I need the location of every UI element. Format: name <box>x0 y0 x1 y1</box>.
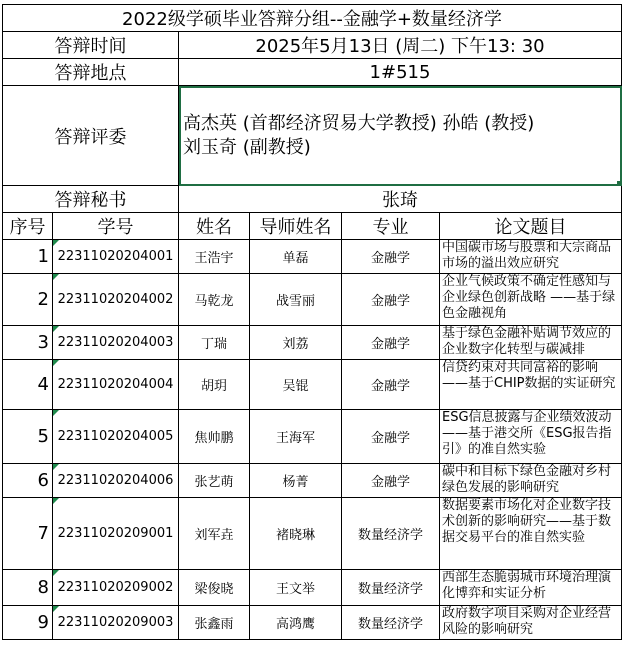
committee-line-1: 高杰英 (首都经济贸易大学教授) 孙皓 (教授) <box>183 112 535 134</box>
place-value[interactable]: 1#515 <box>179 59 622 86</box>
sheet-title[interactable]: 2022级学硕毕业答辩分组--金融学+数量经济学 <box>3 5 622 32</box>
cell-name[interactable]: 张艺萌 <box>179 464 250 498</box>
header-thesis[interactable]: 论文题目 <box>440 213 622 240</box>
time-row <box>3 32 622 59</box>
committee-row <box>3 86 622 186</box>
cell-student-id[interactable]: 22311020209002 <box>53 570 179 606</box>
header-name[interactable]: 姓名 <box>179 213 250 240</box>
cell-major[interactable]: 数量经济学 <box>342 606 440 640</box>
table-row <box>3 326 622 360</box>
place-label[interactable]: 答辩地点 <box>3 59 179 86</box>
table-row <box>3 606 622 640</box>
cell-thesis[interactable]: 数据要素市场化对企业数字技术创新的影响研究——基于数据交易平台的准自然实验 <box>440 498 622 570</box>
cell-name[interactable]: 胡玥 <box>179 360 250 410</box>
table-row <box>3 240 622 274</box>
secretary-row <box>3 186 622 213</box>
cell-advisor[interactable]: 褚晓琳 <box>250 498 342 570</box>
table-row <box>3 498 622 570</box>
cell-thesis[interactable]: 企业气候政策不确定性感知与企业绿色创新战略 ——基于绿色金融视角 <box>440 274 622 326</box>
cell-student-id[interactable]: 22311020204003 <box>53 326 179 360</box>
cell-name[interactable]: 刘军垚 <box>179 498 250 570</box>
header-no[interactable]: 序号 <box>3 213 53 240</box>
cell-thesis[interactable]: 中国碳市场与股票和大宗商品市场的溢出效应研究 <box>440 240 622 274</box>
cell-major[interactable]: 金融学 <box>342 326 440 360</box>
table-row <box>3 570 622 606</box>
title-row <box>3 5 622 32</box>
cell-thesis[interactable]: 信贷约束对共同富裕的影响——基于CHIP数据的实证研究 <box>440 360 622 410</box>
cell-student-id[interactable]: 22311020204002 <box>53 274 179 326</box>
cell-name[interactable]: 梁俊晓 <box>179 570 250 606</box>
cell-advisor[interactable]: 单磊 <box>250 240 342 274</box>
cell-thesis[interactable]: 政府数字项目采购对企业经营风险的影响研究 <box>440 606 622 640</box>
table-row <box>3 360 622 410</box>
secretary-label[interactable]: 答辩秘书 <box>3 186 179 213</box>
cell-name[interactable]: 丁瑞 <box>179 326 250 360</box>
time-label[interactable]: 答辩时间 <box>3 32 179 59</box>
header-advisor[interactable]: 导师姓名 <box>250 213 342 240</box>
secretary-value[interactable]: 张琦 <box>179 186 622 213</box>
cell-no[interactable]: 7 <box>3 498 53 570</box>
cell-student-id[interactable]: 22311020204001 <box>53 240 179 274</box>
cell-no[interactable]: 6 <box>3 464 53 498</box>
cell-major[interactable]: 数量经济学 <box>342 570 440 606</box>
cell-advisor[interactable]: 高鸿鹰 <box>250 606 342 640</box>
cell-no[interactable]: 8 <box>3 570 53 606</box>
cell-no[interactable]: 9 <box>3 606 53 640</box>
cell-thesis[interactable]: ESG信息披露与企业绩效波动——基于港交所《ESG报告指引》的准自然实验 <box>440 410 622 464</box>
committee-label[interactable]: 答辩评委 <box>3 86 179 186</box>
cell-thesis[interactable]: 基于绿色金融补贴调节效应的企业数字化转型与碳减排 <box>440 326 622 360</box>
cell-thesis[interactable]: 碳中和目标下绿色金融对乡村绿色发展的影响研究 <box>440 464 622 498</box>
cell-no[interactable]: 3 <box>3 326 53 360</box>
column-header-row <box>3 213 622 240</box>
cell-advisor[interactable]: 战雪丽 <box>250 274 342 326</box>
cell-advisor[interactable]: 杨菁 <box>250 464 342 498</box>
cell-name[interactable]: 王浩宇 <box>179 240 250 274</box>
table-row <box>3 464 622 498</box>
time-value[interactable]: 2025年5月13日 (周二) 下午13: 30 <box>179 32 622 59</box>
cell-student-id[interactable]: 22311020204004 <box>53 360 179 410</box>
committee-line-2: 刘玉奇 (副教授) <box>183 136 311 158</box>
header-major[interactable]: 专业 <box>342 213 440 240</box>
cell-no[interactable]: 5 <box>3 410 53 464</box>
defense-schedule-table <box>2 4 622 640</box>
table-row <box>3 274 622 326</box>
cell-thesis[interactable]: 西部生态脆弱城市环境治理演化博弈和实证分析 <box>440 570 622 606</box>
cell-name[interactable]: 马乾龙 <box>179 274 250 326</box>
cell-no[interactable]: 1 <box>3 240 53 274</box>
cell-student-id[interactable]: 22311020209001 <box>53 498 179 570</box>
cell-name[interactable]: 张鑫雨 <box>179 606 250 640</box>
cell-major[interactable]: 金融学 <box>342 274 440 326</box>
cell-major[interactable]: 数量经济学 <box>342 498 440 570</box>
place-row <box>3 59 622 86</box>
cell-student-id[interactable]: 22311020204005 <box>53 410 179 464</box>
cell-advisor[interactable]: 吴锟 <box>250 360 342 410</box>
cell-major[interactable]: 金融学 <box>342 240 440 274</box>
cell-major[interactable]: 金融学 <box>342 360 440 410</box>
cell-student-id[interactable]: 22311020204006 <box>53 464 179 498</box>
table-row <box>3 410 622 464</box>
cell-advisor[interactable]: 王文举 <box>250 570 342 606</box>
cell-name[interactable]: 焦帅鹏 <box>179 410 250 464</box>
cell-no[interactable]: 4 <box>3 360 53 410</box>
cell-major[interactable]: 金融学 <box>342 410 440 464</box>
header-student-id[interactable]: 学号 <box>53 213 179 240</box>
cell-advisor[interactable]: 王海军 <box>250 410 342 464</box>
cell-advisor[interactable]: 刘荔 <box>250 326 342 360</box>
cell-student-id[interactable]: 22311020209003 <box>53 606 179 640</box>
cell-major[interactable]: 金融学 <box>342 464 440 498</box>
cell-no[interactable]: 2 <box>3 274 53 326</box>
committee-value[interactable] <box>179 86 622 186</box>
